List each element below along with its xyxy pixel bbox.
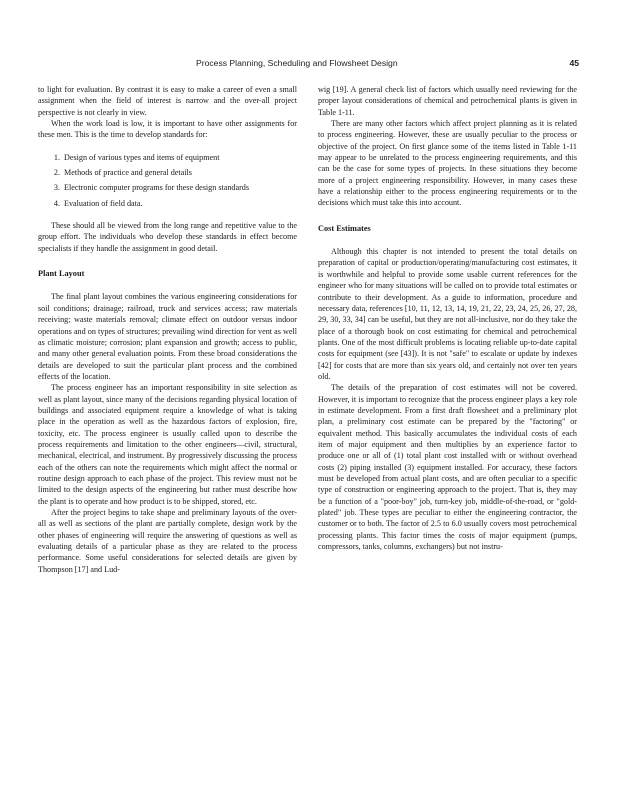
list-item [38,198,297,209]
list-item-number: 1. [53,152,60,162]
list-item-text: Methods of practice and general details [64,168,192,178]
list-item-number: 4. [53,198,60,208]
list-item [38,167,297,178]
paragraph: There are many other factors which affect project planning as it is related to process engineering. However, these are usually peculiar to the process or objective of the project. On first glance some of the items listed in Table 1-11 may appear to be unrelated to the process engineering requirements, and this can be the case for some types of projects. In these situations they become more of a project engineering responsibility. However, in many cases these have a relationship either to the process engineering requirements or to the decisions which must take this into account. [318,119,577,208]
running-head-title: Process Planning, Scheduling and Flowsheet Design [196,58,398,68]
list-item [38,152,297,163]
paragraph: The process engineer has an important responsibility in site selection as well as plant layout, since many of the decisions regarding physical location of buildings and associated equipment require a knowledge of what is taking place in the operation as well as the hazardous factors of explosion, fire, toxicity, etc. The process engineer is usually called upon to describe the process requirements and limitation to the other engineers—civil, structural, mechanical, electrical, and instrument. By progressively discussing the process each of the others can note the requirements which might affect the normal or routine design approach to each phase of the project. This review must not be limited to the design aspects of the engineering but rather must describe how the plant is to operate and how product is to be shipped, stored, etc. [38,383,297,506]
paragraph: When the work load is low, it is important to have other assignments for these men. This is the time to develop standards for: [38,119,297,140]
list-item-number: 2. [53,168,60,178]
paragraph: Although this chapter is not intended to present the total details on preparation of capital or production/operating/manufacturing cost estimates, it is worthwhile and helpful to provide some usable current references for the engineer who for many situations will be called on to provide total estimates or contribute to their development. As a guide to information, procedure and necessary data, references [10, 11, 12, 13, 14, 19, 21, 22, 23, 24, 25, 26, 27, 28, 29, 30, 33, 34] can be useful, but they are not all-inclusive, nor do they take the place of a thorough book on cost estimating for chemical and petrochemical plants. One of the most difficult problems is locating reliable up-to-date capital costs for equipment (see [43]). It is not "safe" to escalate or update by indexes [42] for costs that are more than six years old, and certainly not over ten years old. [318,247,577,381]
right-column [318,84,577,552]
page-number: 45 [569,58,579,68]
paragraph: After the project begins to take shape and preliminary layouts of the over-all as well as sections of the plant are partially complete, design work by the other phases of engineering will require the answering of questions as well as evaluating details of a particular phase as they are related to the process performance. Some useful considerations for selected details are given by Thompson [17] and Lud- [38,508,297,574]
paragraph: wig [19]. A general check list of factors which usually need reviewing for the proper layout considerations of chemical and petrochemical plants is given in Table 1-11. [318,85,577,117]
standards-list [38,152,297,209]
left-column [38,84,297,575]
list-item-text: Electronic computer programs for these design standards [64,183,250,193]
list-item [38,182,297,193]
list-item-text: Evaluation of field data. [64,198,143,208]
paragraph: to light for evaluation. By contrast it is easy to make a career of even a small assignment when the field of interest is narrow and the over-all project perspective is not clearly in view. [38,85,297,117]
list-item-number: 3. [53,183,60,193]
section-heading-cost-estimates: Cost Estimates [318,223,371,233]
paragraph: The details of the preparation of cost estimates will not be covered. However, it is important to recognize that the process engineer plays a key role in estimate development. From a first draft flowsheet and a preliminary plot plan, a preliminary cost estimate can be prepared by the "factoring" or equivalent method. This basically accumulates the individual costs of each item of major equipment and then multiplies by an experience factor to produce one or all of (1) total plant cost installed with or without overhead costs (2) piping installed (3) equipment installed. For accuracy, these factors must be developed from actual plant costs, and are often peculiar to a specific type of construction or engineering approach to the project. That is, they may be a function of a "poor-boy" job, turn-key job, middle-of-the-road, or "gold-plated" job. These types are peculiar to either the engineering contractor, the customer or to both. The factor of 2.5 to 6.0 usually covers most petrochemical processing plants. This factor times the costs of major equipment (pumps, compressors, tanks, columns, exchangers) but not instru- [318,383,577,552]
paragraph: These should all be viewed from the long range and repetitive value to the group effort. The individuals who develop these standards in effect become specialists if they handle the assignment in good detail. [38,221,297,253]
list-item-text: Design of various types and items of equipment [64,152,220,162]
paragraph: The final plant layout combines the various engineering considerations for soil conditions; drainage; railroad, truck and services access; raw materials receiving; waste materials removal; climate effect on outdoor versus indoor operations and on types of structures; prevailing wind direction for vent as well as climatic moisture; corrosion; plant expansion and growth; access to public, and many other general evaluation points. From these broad considerations the details are developed to suit the particular plant process and the combined effects of the location. [38,292,297,381]
section-heading-plant-layout: Plant Layout [38,269,85,279]
